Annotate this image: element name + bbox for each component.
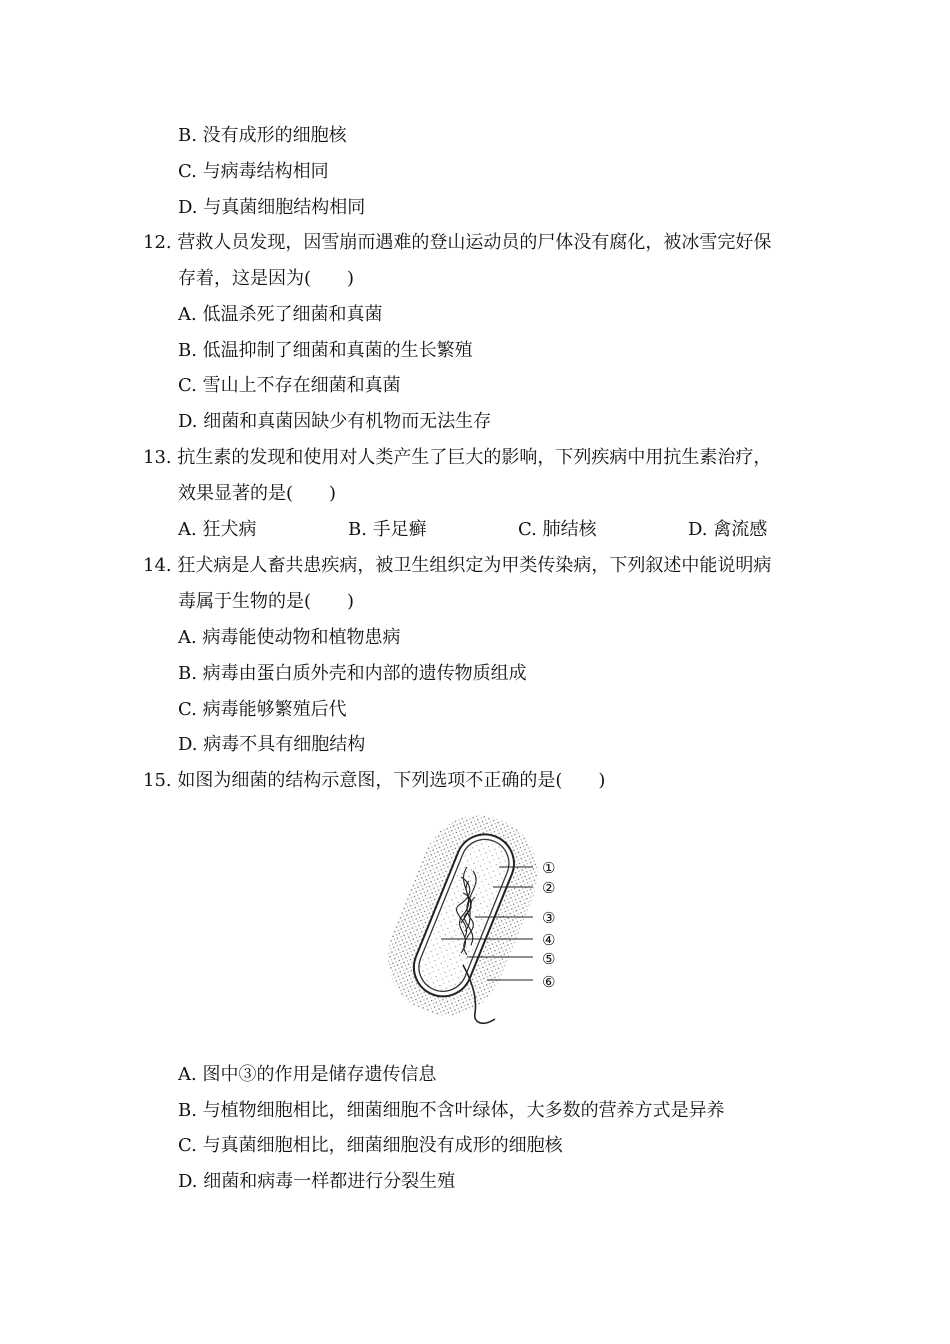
q12-stem: 12. 营救人员发现，因雪崩而遇难的登山运动员的尸体没有腐化，被冰雪完好保 [143,232,772,253]
q13-stem-cont: 效果显著的是( ) [178,483,337,504]
q15-option-c: C. 与真菌细胞相比，细菌细胞没有成形的细胞核 [178,1135,563,1156]
q14-option-d: D. 病毒不具有细胞结构 [178,734,366,755]
q14-option-a: A. 病毒能使动物和植物患病 [178,627,401,648]
q11-option-b: B. 没有成形的细胞核 [178,125,347,146]
q12-option-c: C. 雪山上不存在细菌和真菌 [178,375,401,396]
figure-label-2: ② [542,879,556,897]
q15-stem: 15. 如图为细菌的结构示意图，下列选项不正确的是( ) [143,770,606,791]
q13-option-d: D. 禽流感 [688,519,768,540]
q14-stem-cont: 毒属于生物的是( ) [178,591,355,612]
q14-stem: 14. 狂犬病是人畜共患疾病，被卫生组织定为甲类传染病，下列叙述中能说明病 [143,555,772,576]
q13-option-a: A. 狂犬病 [178,519,257,540]
q14-option-b: B. 病毒由蛋白质外壳和内部的遗传物质组成 [178,663,527,684]
q14-option-c: C. 病毒能够繁殖后代 [178,699,347,720]
figure-label-4: ④ [542,931,556,949]
figure-label-3: ③ [542,909,556,927]
figure-label-1: ① [542,859,556,877]
q13-option-c: C. 肺结核 [518,519,597,540]
figure-label-5: ⑤ [542,950,556,968]
figure-label-6: ⑥ [542,973,556,991]
q11-option-d: D. 与真菌细胞结构相同 [178,197,366,218]
q12-option-b: B. 低温抑制了细菌和真菌的生长繁殖 [178,340,473,361]
q13-stem: 13. 抗生素的发现和使用对人类产生了巨大的影响，下列疾病中用抗生素治疗， [143,447,772,468]
q15-option-b: B. 与植物细胞相比，细菌细胞不含叶绿体，大多数的营养方式是异养 [178,1100,725,1121]
q13-options-row [0,518,950,542]
q15-option-a: A. 图中③的作用是储存遗传信息 [178,1064,437,1085]
q12-option-a: A. 低温杀死了细菌和真菌 [178,304,383,325]
q11-option-c: C. 与病毒结构相同 [178,161,329,182]
q13-option-b: B. 手足癣 [348,519,427,540]
bacteria-structure-diagram [375,805,575,1030]
q15-option-d: D. 细菌和病毒一样都进行分裂生殖 [178,1171,456,1192]
q12-option-d: D. 细菌和真菌因缺少有机物而无法生存 [178,411,492,432]
q12-stem-cont: 存着，这是因为( ) [178,268,355,289]
